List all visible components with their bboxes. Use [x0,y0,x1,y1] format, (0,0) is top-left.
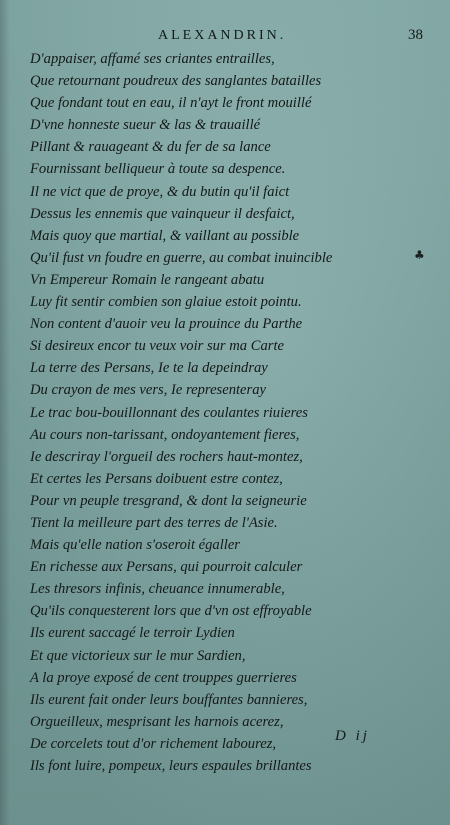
verse-line: A la proye exposé de cent trouppes guerrieres [30,669,297,686]
verse-line: Et que victorieux sur le mur Sardien, [30,647,246,664]
page-gutter-shadow [0,0,10,825]
verse-line: Fournissant belliqueur à toute sa despence. [30,161,286,178]
verse-line: D'vne honneste sueur & las & trauaillé [30,117,261,134]
verse-line: De corcelets tout d'or richement labourez, [30,735,277,752]
verse-line: Ils font luire, pompeux, leurs espaules brillantes [30,758,312,774]
page-number: 38 [408,27,423,43]
verse-text-block [30,48,420,777]
verse-line: Pillant & rauageant & du fer de sa lance [30,139,271,156]
verse-line: Ils eurent fait onder leurs bouffantes bannieres, [30,691,308,708]
verse-line: Ie descriray l'orgueil des rochers haut-montez, [30,448,303,465]
verse-line: Vn Empereur Romain le rangeant abatu [30,271,265,288]
verse-line: Au cours non-tarissant, ondoyantement fieres, [30,426,300,443]
verse-line: En richesse aux Persans, qui pourroit calculer [30,559,303,576]
verse-line: D'appaiser, affamé ses criantes entrailles, [30,51,275,67]
verse-line: Le trac bou-bouillonnant des coulantes riuieres [30,404,308,421]
verse-line: Mais quoy que martial, & vaillant au possible [30,227,300,244]
verse-line: Il ne vict que de proye, & du butin qu'il faict [30,183,290,200]
verse-line: Les thresors infinis, cheuance innumerable, [30,581,285,598]
verse-line: Dessus les ennemis que vainqueur il desfaict, [30,205,295,222]
verse-line: Que fondant tout en eau, il n'ayt le front mouillé [30,95,312,112]
verse-line: Et certes les Persans doibuent estre contez, [30,470,283,487]
verse-line: Qu'ils conquesterent lors que d'vn ost effroyable [30,603,312,620]
verse-line: La terre des Persans, Ie te la depeindray [30,360,268,377]
verse-line: Non content d'auoir veu la prouince du Parthe [30,316,303,333]
verse-line: Orgueilleux, mesprisant les harnois acerez, [30,713,284,730]
signature-mark: D ij [335,728,370,744]
verse-line: Ils eurent saccagé le terroir Lydien [30,625,235,642]
verse-line: Qu'il fust vn foudre en guerre, au combat inuincible [30,249,333,266]
verse-line: Pour vn peuple tresgrand, & dont la seigneurie [30,492,307,509]
verse-line: Tient la meilleure part des terres de l'Asie. [30,514,278,531]
verse-line: Luy fit sentir combien son glaiue estoit pointu. [30,294,302,311]
verse-line: Que retournant poudreux des sanglantes batailles [30,73,322,90]
marginal-mark-icon: ♣ [414,248,425,262]
running-head: ALEXANDRIN. [158,28,287,43]
verse-line: Si desireux encor tu veux voir sur ma Carte [30,338,284,355]
verse-line: Du crayon de mes vers, Ie representeray [30,382,266,399]
verse-line: Mais qu'elle nation s'oseroit égaller [30,537,240,554]
